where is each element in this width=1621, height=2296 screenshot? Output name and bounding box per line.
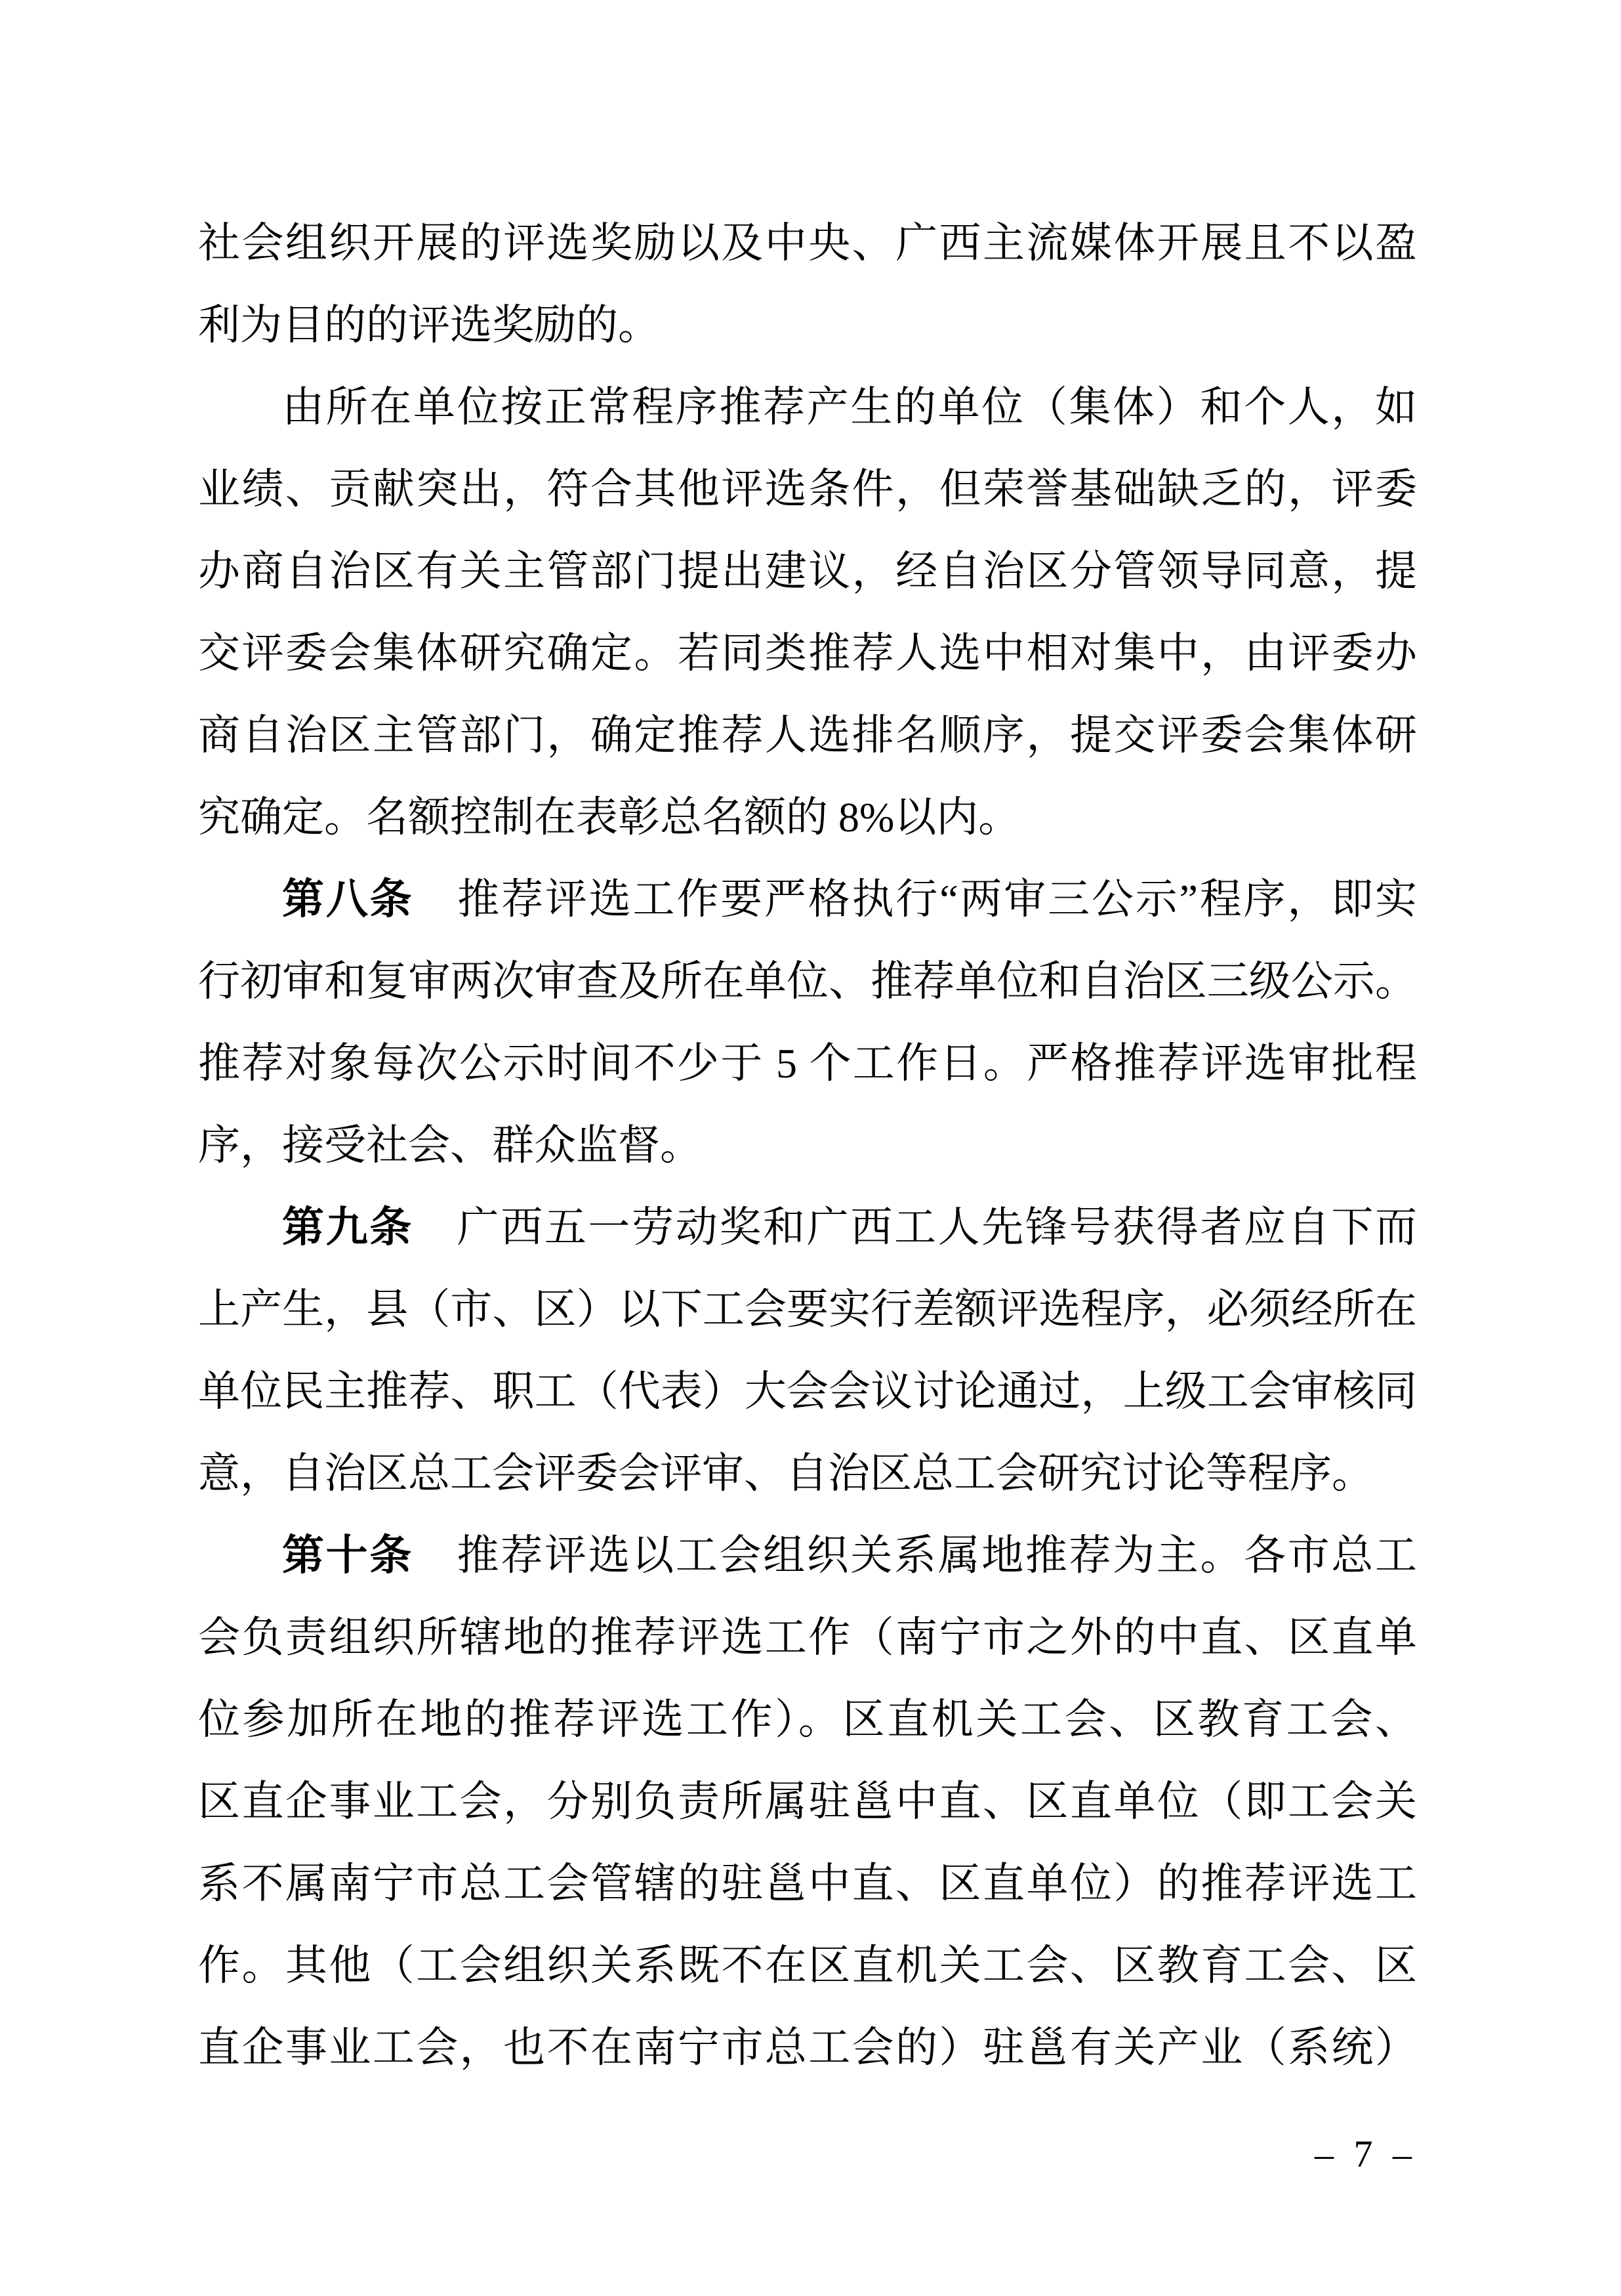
article-number: 第十条 [282,1532,413,1579]
text-line [198,940,1417,1022]
text-line [198,366,1417,448]
text-run: 交评委会集体研究确定。若同类推荐人选中相对集中，由评委办 [198,630,1417,677]
article-number: 第八条 [282,875,414,923]
text-run: 会负责组织所辖地的推荐评选工作（南宁市之外的中直、区直单 [198,1614,1417,1661]
text-run: 社会组织开展的评选奖励以及中央、广西主流媒体开展且不以盈 [198,220,1417,266]
text-line [198,1104,1417,1186]
page-number: – 7 – [1315,2133,1417,2175]
article-number: 第九条 [282,1203,413,1251]
text-line [198,284,1417,366]
text-run: 利为目的的评选奖励的。 [198,302,660,348]
text-line [198,1761,1417,1843]
text-line [198,1186,1417,1268]
text-line [198,1843,1417,1925]
text-line [198,448,1417,530]
text-run: 推荐评选以工会组织关系属地推荐为主。各市总工 [413,1532,1417,1579]
text-line [198,1432,1417,1514]
text-run: 区直企事业工会，分别负责所属驻邕中直、区直单位（即工会关 [198,1778,1417,1825]
text-line [198,612,1417,694]
text-run: 推荐对象每次公示时间不少于 5 个工作日。严格推荐评选审批程 [198,1040,1417,1087]
text-run: 行初审和复审两次审查及所在单位、推荐单位和自治区三级公示。 [198,958,1417,1005]
text-run: 由所在单位按正常程序推荐产生的单位（集体）和个人，如 [282,384,1417,430]
text-line [198,202,1417,284]
text-line [198,1925,1417,2007]
text-run: 办商自治区有关主管部门提出建议，经自治区分管领导同意，提 [198,548,1417,595]
text-run: 单位民主推荐、职工（代表）大会会议讨论通过，上级工会审核同 [198,1368,1417,1415]
text-line [198,858,1417,940]
text-line [198,1597,1417,1679]
text-line [198,776,1417,858]
text-line [198,1679,1417,1761]
text-line [198,1514,1417,1597]
text-line [198,530,1417,612]
text-run: 位参加所在地的推荐评选工作）。区直机关工会、区教育工会、 [198,1696,1417,1743]
text-run: 商自治区主管部门，确定推荐人选排名顺序，提交评委会集体研 [198,712,1417,759]
text-line [198,2007,1417,2089]
text-line [198,1268,1417,1350]
text-run: 直企事业工会，也不在南宁市总工会的）驻邕有关产业（系统） [198,2024,1417,2071]
text-run: 广西五一劳动奖和广西工人先锋号获得者应自下而 [413,1204,1417,1251]
text-line [198,1350,1417,1432]
text-run: 意，自治区总工会评委会评审、自治区总工会研究讨论等程序。 [198,1450,1374,1497]
text-run: 作。其他（工会组织关系既不在区直机关工会、区教育工会、区 [198,1942,1417,1989]
text-line [198,1022,1417,1104]
text-line [198,694,1417,776]
text-run: 上产生，县（市、区）以下工会要实行差额评选程序，必须经所在 [198,1286,1417,1333]
text-run: 序，接受社会、群众监督。 [198,1122,702,1169]
text-run: 究确定。名额控制在表彰总名额的 8%以内。 [198,794,1021,841]
document-lines [198,202,1417,2089]
text-run: 推荐评选工作要严格执行“两审三公示”程序，即实 [413,876,1418,923]
text-run: 系不属南宁市总工会管辖的驻邕中直、区直单位）的推荐评选工 [198,1860,1417,1907]
text-run: 业绩、贡献突出，符合其他评选条件，但荣誉基础缺乏的，评委 [198,466,1417,512]
